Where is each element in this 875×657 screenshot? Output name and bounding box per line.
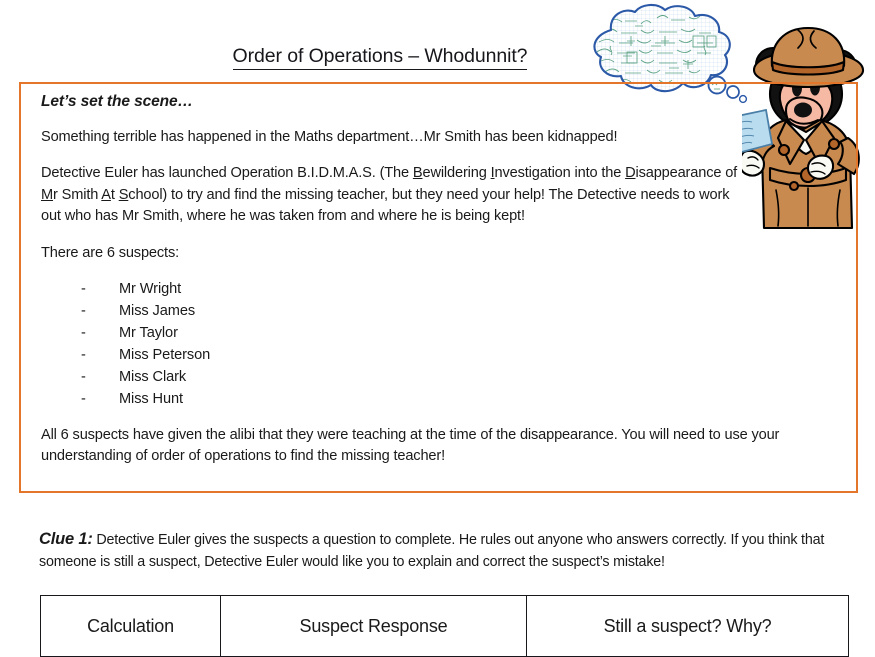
list-item xyxy=(81,389,841,411)
p2-t3: nvestigation into the xyxy=(494,165,626,182)
suspect-name: Miss James xyxy=(119,303,196,320)
clue-block xyxy=(39,527,849,574)
column-header-calculation: Calculation xyxy=(41,596,221,657)
p2-u-d: D xyxy=(625,165,636,182)
suspects-intro: There are 6 suspects: xyxy=(41,244,179,261)
list-bullet: - xyxy=(81,281,86,298)
scene-paragraph-2 xyxy=(41,163,741,227)
p2-t5: r Smith xyxy=(53,186,102,203)
list-bullet: - xyxy=(81,346,86,363)
column-header-still-a-suspect: Still a suspect? Why? xyxy=(527,596,849,657)
p2-u-b: B xyxy=(412,165,423,182)
scene-heading: Let’s set the scene… xyxy=(41,93,193,110)
suspect-name: Miss Clark xyxy=(119,368,187,385)
p2-u-i: I xyxy=(490,165,495,182)
p2-u-s: S xyxy=(118,186,129,203)
p2-t2: ewildering xyxy=(422,165,491,182)
clue-text: Detective Euler gives the suspects a question to complete. He rules out anyone who answers correctly. If you think that someone is still a suspect, Detective Euler would like you to explain and correct the suspect’s mistake! xyxy=(39,532,825,571)
list-bullet: - xyxy=(81,324,86,341)
suspect-name: Mr Wright xyxy=(119,281,182,298)
list-bullet: - xyxy=(81,390,86,407)
list-item xyxy=(81,345,841,367)
p2-t7: chool) to try and find the missing teacher, but they need your help! The Detective needs to work out who has Mr Smith, where he was taken from and where he is being kept! xyxy=(41,186,730,225)
scene-paragraph-3: All 6 suspects have given the alibi that they were teaching at the time of the disappearance. You will need to use your understanding of order of operations to find the missing teacher! xyxy=(41,426,780,464)
list-item xyxy=(81,367,841,389)
page-title-text: Order of Operations – Whodunnit? xyxy=(233,45,528,70)
list-item xyxy=(81,279,841,301)
clue-label: Clue 1: xyxy=(39,530,93,548)
scene-box xyxy=(19,82,858,493)
suspect-name: Mr Taylor xyxy=(119,324,178,341)
clue-paragraph xyxy=(39,527,849,574)
p2-u-m: M xyxy=(41,186,54,203)
suspect-name: Miss Peterson xyxy=(119,346,211,363)
list-bullet: - xyxy=(81,368,86,385)
list-bullet: - xyxy=(81,303,86,320)
table-header-row xyxy=(41,596,849,657)
p2-t4: isappearance of xyxy=(635,165,738,182)
suspects-list xyxy=(41,279,841,410)
list-item xyxy=(81,323,841,345)
column-header-suspect-response: Suspect Response xyxy=(221,596,527,657)
suspect-name: Miss Hunt xyxy=(119,390,183,407)
p2-t1: Detective Euler has launched Operation B.I.D.M.A.S. (The xyxy=(41,165,413,182)
p2-u-a: A xyxy=(101,186,111,203)
p2-t6: t xyxy=(110,186,119,203)
list-item xyxy=(81,301,841,323)
scene-paragraph-1: Something terrible has happened in the Maths department…Mr Smith has been kidnapped! xyxy=(41,129,618,145)
clue-table xyxy=(40,595,849,657)
